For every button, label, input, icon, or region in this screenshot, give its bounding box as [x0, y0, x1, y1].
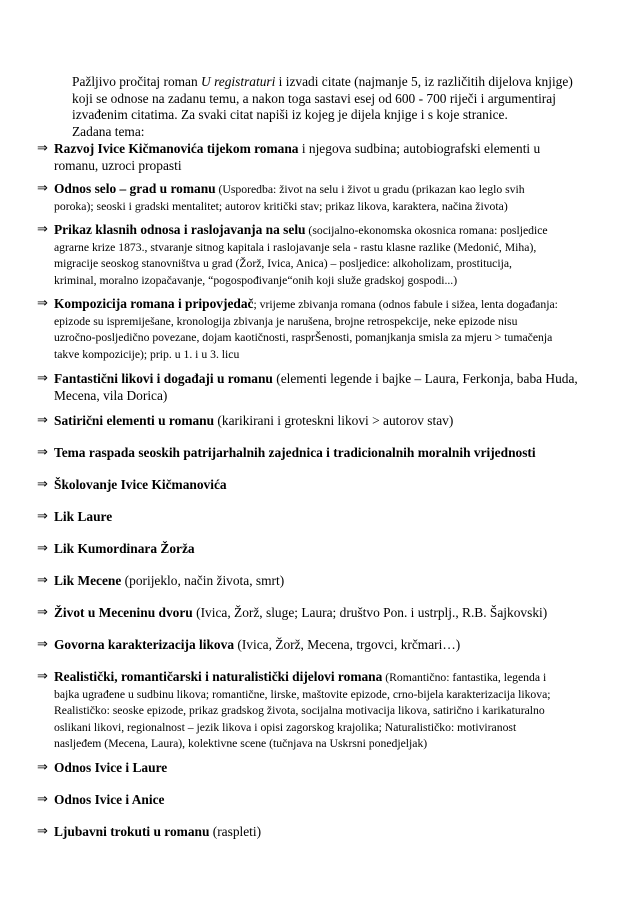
topic-title: Fantastični likovi i događaji u romanu [54, 371, 273, 386]
instructions-line: Pažljivo pročitaj roman U registraturi i izvadi citate (najmanje 5, iz različitih dijelova knjige) [72, 74, 573, 89]
topic-item: ⇒ Ljubavni trokuti u romanu (raspleti) [37, 824, 262, 839]
topic-item [37, 445, 597, 462]
topic-title: Prikaz klasnih odnosa i raslojavanja na selu [54, 222, 306, 237]
arrow-icon: ⇒ [37, 181, 48, 196]
arrow-icon: ⇒ [37, 541, 48, 556]
topic-title: Odnos Ivice i Anice [54, 792, 165, 807]
topic-item: ⇒ Fantastični likovi i događaji u romanu (elementi legende i bajke – Laura, Ferkonja, baba Huda, Mecena, vila Dorica) [37, 371, 578, 403]
topic-item: ⇒ Prikaz klasnih odnosa i raslojavanja na selu (socijalno-ekonomska okosnica romana: posljedice agrarne krize 1873., stvaranje sitnog kapitala i raslojavanje sela - rastu klasne razlike (Medonić, Miha), migracije seoskog stanovništva u grad (Žorž, Ivica, Anica) – posljedice: alkoholizam, prostitucija, kriminal, moralno izopačavanje, “pogospođivanje“onih koji služe gradskoj gospodi...) [37, 222, 548, 287]
topic-item: ⇒ Satirični elementi u romanu (karikirani i groteskni likovi > autorov stav) [37, 413, 454, 428]
arrow-icon: ⇒ [37, 637, 48, 652]
arrow-icon: ⇒ [37, 760, 48, 775]
arrow-icon: ⇒ [37, 296, 48, 311]
topic-item [37, 509, 597, 526]
topic-title: Lik Mecene [54, 573, 122, 588]
topic-title: Realistički, romantičarski i naturalistički dijelovi romana [54, 669, 383, 684]
arrow-icon: ⇒ [37, 141, 48, 156]
topic-item: ⇒ Život u Meceninu dvoru (Ivica, Žorž, sluge; Laura; društvo Pon. i ustrplj., R.B. Šajkovski) [37, 605, 548, 620]
arrow-icon: ⇒ [37, 792, 48, 807]
topic-item: ⇒ Govorna karakterizacija likova (Ivica, Žorž, Mecena, trgovci, krčmari…) [37, 637, 461, 652]
arrow-icon: ⇒ [37, 824, 48, 839]
topic-title: Ljubavni trokuti u romanu [54, 824, 210, 839]
topic-title: Školovanje Ivice Kičmanovića [54, 477, 227, 492]
arrow-icon: ⇒ [37, 413, 48, 428]
topic-title: Govorna karakterizacija likova [54, 637, 235, 652]
topic-title: Odnos Ivice i Laure [54, 760, 168, 775]
topic-item [37, 792, 597, 809]
topic-item: ⇒ Lik Mecene (porijeklo, način života, smrt) [37, 573, 285, 588]
topic-item: ⇒ Realistički, romantičarski i naturalistički dijelovi romana (Romantično: fantastika, legenda i bajka ugrađene u sudbinu likova; romantične, lirske, maštovite epizode, crno-bijela karakterizacija likova; Realističko: seoske epizode, prikaz gradskog života, socijalna motivacija likova, satirično i karikaturalno oslikani likovi, regionalnost – jezik likova i opisi zagorskog krajolika; Naturalističko: motiviranost nasljeđem (Mecena, Laura), kolektivne scene (tučnjava na Uskrsni ponedjeljak) [37, 669, 551, 751]
topic-item [37, 477, 597, 494]
topic-item [37, 541, 597, 558]
novel-title: U registraturi [201, 74, 276, 89]
instructions-paragraph [72, 74, 592, 140]
assigned-topic-label: Zadana tema: [72, 123, 145, 139]
topic-item [37, 760, 597, 777]
arrow-icon: ⇒ [37, 477, 48, 492]
topic-title: Život u Meceninu dvoru [54, 605, 193, 620]
topic-title: Razvoj Ivice Kičmanovića tijekom romana [54, 141, 299, 156]
arrow-icon: ⇒ [37, 669, 48, 684]
topic-title: Lik Laure [54, 509, 113, 524]
arrow-icon: ⇒ [37, 605, 48, 620]
topic-item: ⇒ Odnos selo – grad u romanu (Usporedba: život na selu i život u gradu (prikazan kao leglo svih poroka); seoski i gradski mentalitet; autorov kritički stav; prikaz likova, karaktera, načina života) [37, 181, 525, 213]
arrow-icon: ⇒ [37, 573, 48, 588]
arrow-icon: ⇒ [37, 371, 48, 386]
arrow-icon: ⇒ [37, 509, 48, 524]
instructions-line: izvađenim citatima. Za svaki citat napiši iz kojeg je dijela knjige i s koje stranice. [72, 107, 508, 123]
topic-title: Kompozicija romana i pripovjedač [54, 296, 254, 311]
topic-item: ⇒ Kompozicija romana i pripovjedač; vrijeme zbivanja romana (odnos fabule i sižea, lenta događanja: epizode su ispremiješane, kronologija zbivanja je narušena, brojne retrospekcije, neke epizode nisu uzročno-posljedično povezane, dojam kaotičnosti, rasprŠenosti, pomanjkanja smisla za mjeru > tumačenja takve kompozicije); prip. u 1. i u 3. licu [37, 296, 558, 361]
topic-title: Odnos selo – grad u romanu [54, 181, 216, 196]
arrow-icon: ⇒ [37, 445, 48, 460]
arrow-icon: ⇒ [37, 222, 48, 237]
topic-title: Lik Kumordinara Žorža [54, 541, 195, 556]
topic-title: Tema raspada seoskih patrijarhalnih zajednica i tradicionalnih moralnih vrijednosti [54, 445, 536, 460]
topic-item: ⇒ Razvoj Ivice Kičmanovića tijekom romana i njegova sudbina; autobiografski elementi u romanu, uzroci propasti [37, 141, 541, 173]
instructions-line: koji se odnose na zadanu temu, a nakon toga sastavi esej od 600 - 700 riječi i argumentiraj [72, 90, 556, 106]
topic-title: Satirični elementi u romanu [54, 413, 215, 428]
